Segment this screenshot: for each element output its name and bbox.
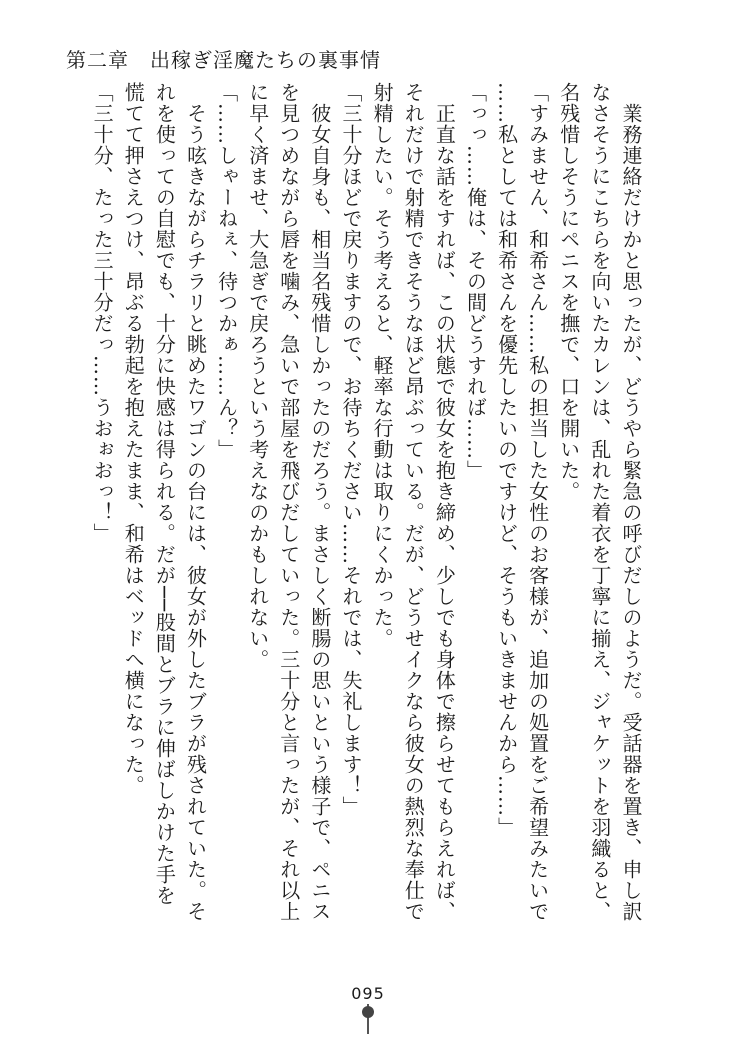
text-line: 「三十分ほどで戻りますので、お待ちください……それでは、失礼します！」	[339, 82, 364, 817]
text-line: 業務連絡だけかと思ったが、どうやら緊急の呼びだしのようだ。受話器を置き、申し訳	[619, 82, 643, 922]
text-line: 「……しゃーねぇ、待つかぁ……ん？」	[214, 82, 239, 460]
page-number: 095	[351, 984, 385, 1003]
text-line: 慌てて押さえつけ、昂ぶる勃起を抱えたまま、和希はベッドへ横になった。	[121, 82, 146, 796]
page-marker-dot	[362, 1006, 374, 1018]
text-line: 正直な話をすれば、この状態で彼女を抱き締め、少しでも身体で擦らせてもらえれば、	[432, 82, 457, 922]
text-line: 彼女自身も、相当名残惜しかったのだろう。まさしく断腸の思いという様子で、ペニス	[307, 82, 332, 922]
text-line: に早く済ませ、大急ぎで戻ろうという考えなのかもしれない。	[245, 82, 270, 670]
text-line: 射精したい。そう考えると、軽率な行動は取りにくかった。	[370, 82, 395, 649]
text-line: ……私としては和希さんを優先したいのですけど、そうもいきませんから……」	[494, 82, 519, 838]
text-line: 「すみません、和希さん……私の担当した女性のお客様が、追加の処置をご希望みたいで	[525, 82, 550, 922]
text-line: それだけで射精できそうなほど昂ぶっている。だが、どうせイクなら彼女の熱烈な奉仕で	[401, 82, 426, 922]
text-line: 「っっ……俺は、その間どうすれば……」	[463, 82, 488, 481]
body-text	[88, 82, 648, 962]
text-line: なさそうにこちらを向いたカレンは、乱れた着衣を丁寧に揃え、ジャケットを羽織ると、	[587, 82, 612, 922]
text-line: 名残惜しそうにペニスを撫で、口を開いた。	[556, 82, 581, 502]
text-line: そう呟きながらチラリと眺めたワゴンの台には、彼女が外したブラが残されていた。そ	[183, 82, 208, 922]
text-line: を見つめながら唇を噛み、急いで部屋を飛びだしていった。三十分と言ったが、それ以上	[276, 82, 301, 922]
chapter-header: 第二章 出稼ぎ淫魔たちの裏事情	[66, 48, 381, 72]
text-line: れを使っての自慰でも、十分に快感は得られる。だが──股間とブラに伸ばしかけた手を	[152, 82, 177, 907]
text-line: 「三十分、たった三十分だっ……うおぉおっ！」	[90, 82, 115, 544]
